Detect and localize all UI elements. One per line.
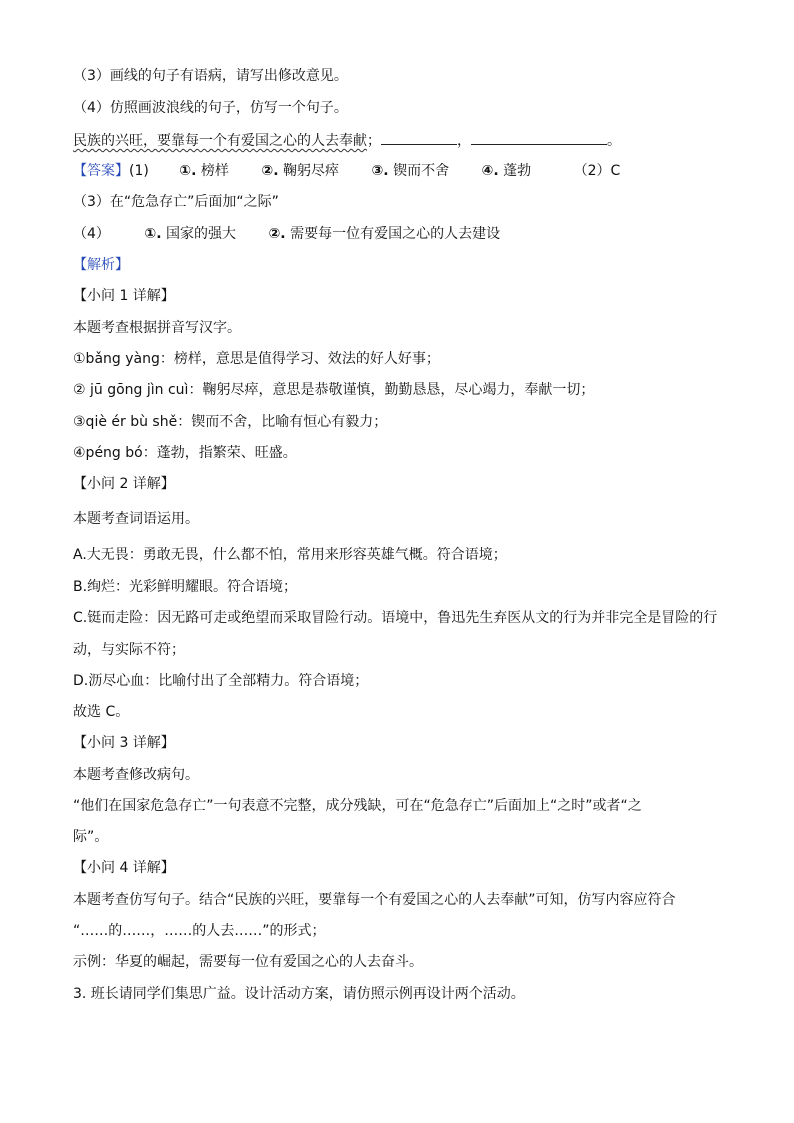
section-1-intro: 本题考查根据拼音写汉字。 (73, 320, 241, 336)
section-2-item: D.沥尽心血：比喻付出了全部精力。符合语境； (73, 673, 369, 689)
section-2-item-continued: 动，与实际不符； (73, 642, 185, 658)
answer-line-4 (73, 224, 500, 244)
analysis-label: 【解析】 (73, 257, 129, 273)
answer-option: ①. 榜样 (179, 163, 229, 179)
next-question-prompt: 3. 班长请同学们集思广益。设计活动方案，请仿照示例再设计两个活动。 (73, 986, 525, 1002)
answer-option: ④. 蓬勃 (481, 163, 532, 179)
section-1-heading: 【小问 1 详解】 (73, 288, 175, 304)
section-4-heading: 【小问 4 详解】 (73, 860, 175, 876)
section-4-text: 本题考查仿写句子。结合“民族的兴旺，要靠每一个有爱国之心的人去奉献”可知，仿写内容应符合 (73, 892, 676, 908)
answer-part-1: (1) (129, 163, 149, 179)
section-3-text-continued: 际”。 (73, 829, 109, 845)
question-3-prompt: （3）画线的句子有语病，请写出修改意见。 (73, 68, 348, 84)
section-1-item: ①bǎng yàng：榜样，意思是值得学习、效法的好人好事； (73, 351, 440, 367)
question-4-prompt: （4）仿照画波浪线的句子，仿写一个句子。 (73, 100, 348, 116)
example-sentence-line (73, 130, 621, 151)
answer-option: ②. 鞠躬尽瘁 (261, 163, 339, 179)
example-comma: ， (457, 133, 471, 149)
example-end: 。 (607, 133, 621, 149)
answer-part-3: （3）在“危急存亡”后面加“之际” (73, 194, 279, 210)
answer-part-2: （2）C (573, 163, 621, 179)
answer-option: ③. 锲而不舍 (371, 163, 450, 179)
wavy-example-sentence: 民族的兴旺，要靠每一个有爱国之心的人去奉献 (73, 133, 367, 149)
section-1-item: ② jū gōng jìn cuì：鞠躬尽瘁，意思是恭敬谨慎，勤勤恳恳，尽心竭力，奉献一切； (73, 382, 595, 398)
section-3-heading: 【小问 3 详解】 (73, 735, 175, 751)
section-1-item: ④péng bó：蓬勃，指繁荣、旺盛。 (73, 445, 297, 461)
answer-blank-2[interactable] (471, 130, 607, 145)
answer-part-4-label: （4） (73, 226, 110, 242)
section-2-heading: 【小问 2 详解】 (73, 476, 175, 492)
section-2-intro: 本题考查词语运用。 (73, 511, 199, 527)
section-2-conclusion: 故选 C。 (73, 704, 130, 720)
example-separator: ； (367, 133, 381, 149)
answer-option: ②. 需要每一位有爱国之心的人去建设 (268, 226, 501, 242)
answer-option: ①. 国家的强大 (144, 226, 236, 242)
section-2-item: B.绚烂：光彩鲜明耀眼。符合语境； (73, 579, 298, 595)
section-2-item: A.大无畏：勇敢无畏，什么都不怕，常用来形容英雄气概。符合语境； (73, 547, 507, 563)
answer-line-1 (73, 161, 620, 181)
section-2-item: C.铤而走险：因无路可走或绝望而采取冒险行动。语境中，鲁迅先生弃医从文的行为并非完全是冒险的行 (73, 610, 718, 626)
answer-label: 【答案】 (73, 163, 129, 179)
answer-blank-1[interactable] (381, 130, 457, 145)
section-3-text: “他们在国家危急存亡”一句表意不完整，成分残缺，可在“危急存亡”后面加上“之时”或者“之 (73, 798, 642, 814)
section-4-text-continued: “……的……，……的人去……”的形式； (73, 923, 326, 939)
section-3-intro: 本题考查修改病句。 (73, 767, 199, 783)
section-4-example: 示例：华夏的崛起，需要每一位有爱国之心的人去奋斗。 (73, 954, 423, 970)
section-1-item: ③qiè ér bù shě：锲而不舍，比喻有恒心有毅力； (73, 414, 388, 430)
